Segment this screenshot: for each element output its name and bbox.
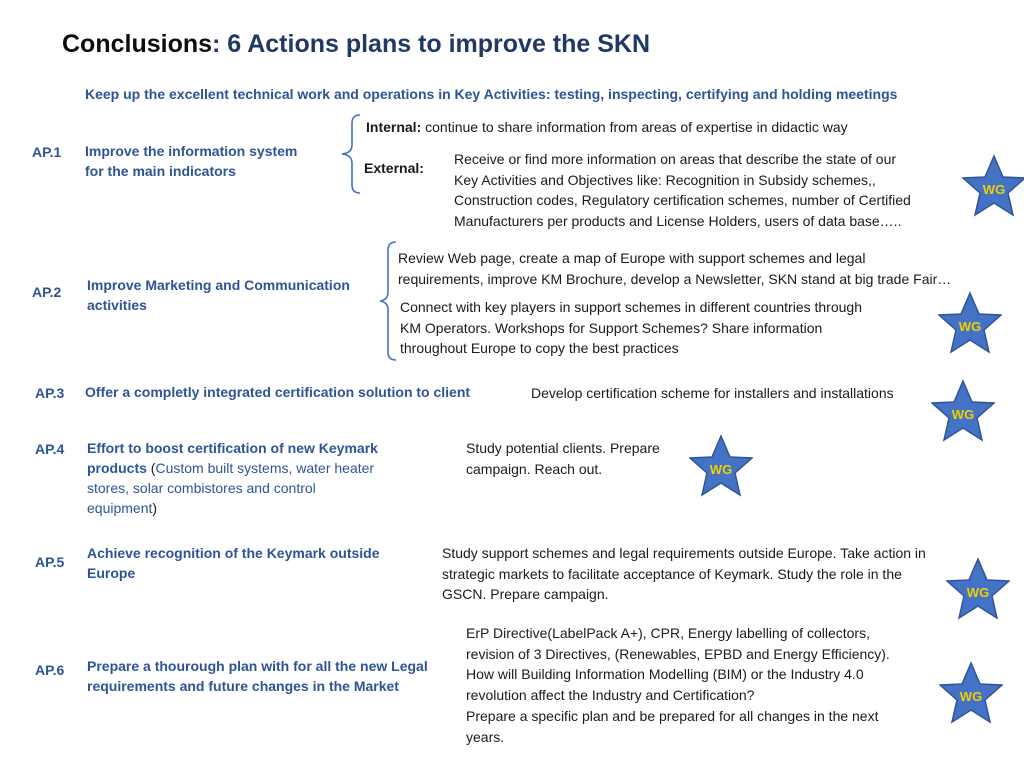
ap3-text: Develop certification scheme for installers and installations <box>531 385 894 401</box>
wg-star-icon: WG <box>931 379 995 443</box>
ap1-external-text: Receive or find more information on areas that describe the state of our Key Activities and Objectives like: Recognition in Subsidy schemes,, Construction codes, Regulatory certification schemes, number of Certified Manufacturers per products and License Holders, users of data base….. <box>454 151 911 230</box>
ap6-action: Prepare a thourough plan with for all the new Legal requirements and future changes in the Market <box>87 658 428 694</box>
page-title: Conclusions: 6 Actions plans to improve the SKN <box>62 30 651 58</box>
ap1-internal: Internal: continue to share information from areas of expertise in didactic way <box>366 119 848 135</box>
ap5-text: Study support schemes and legal requirements outside Europe. Take action in strategic markets to facilitate acceptance of Keymark. Study the role in the GSCN. Prepare campaign. <box>442 545 926 603</box>
page-subtitle: Keep up the excellent technical work and operations in Key Activities: testing, inspecting, certifying and holding meetings <box>85 86 898 102</box>
ap2-label: AP.2 <box>32 284 62 300</box>
wg-star-icon: WG <box>946 557 1010 621</box>
ap1-external-label: External: <box>364 160 424 176</box>
ap6-label: AP.6 <box>35 662 65 678</box>
ap2-action: Improve Marketing and Communication activities <box>87 277 350 313</box>
ap4-label: AP.4 <box>35 441 65 457</box>
ap2-text-connect: Connect with key players in support schemes in different countries through KM Operators. Workshops for Support Schemes? Share information throughout Europe to copy the best practices <box>400 299 862 357</box>
ap4-action: Effort to boost certification of new Keymark products (Custom built systems, water heater stores, solar combistores and control equipment) <box>87 440 378 516</box>
ap1-label: AP.1 <box>32 144 62 160</box>
ap3-label: AP.3 <box>35 385 65 401</box>
ap2-brace <box>376 240 400 362</box>
ap1-action: Improve the information system for the main indicators <box>85 143 298 179</box>
ap5-label: AP.5 <box>35 554 65 570</box>
wg-star-icon: WG <box>962 154 1024 218</box>
wg-star-icon: WG <box>689 434 753 498</box>
wg-star-icon: WG <box>938 291 1002 355</box>
ap3-action: Offer a completly integrated certification solution to client <box>85 384 471 400</box>
ap4-text: Study potential clients. Prepare campaign. Reach out. <box>466 440 660 477</box>
ap6-text: ErP Directive(LabelPack A+), CPR, Energy labelling of collectors, revision of 3 Directives, (Renewables, EPBD and Energy Efficiency). How will Building Information Modelling (BIM) or the Industry 4.0 revolution affect the Industry and Certification? Prepare a specific plan and be prepared for all changes in the next years. <box>466 625 890 745</box>
ap5-action: Achieve recognition of the Keymark outside Europe <box>87 545 380 581</box>
wg-star-icon: WG <box>939 661 1003 725</box>
ap1-brace <box>338 113 362 195</box>
ap2-text-web: Review Web page, create a map of Europe with support schemes and legal requirements, improve KM Brochure, develop a Newsletter, SKN stand at big trade Fair… <box>398 250 952 287</box>
